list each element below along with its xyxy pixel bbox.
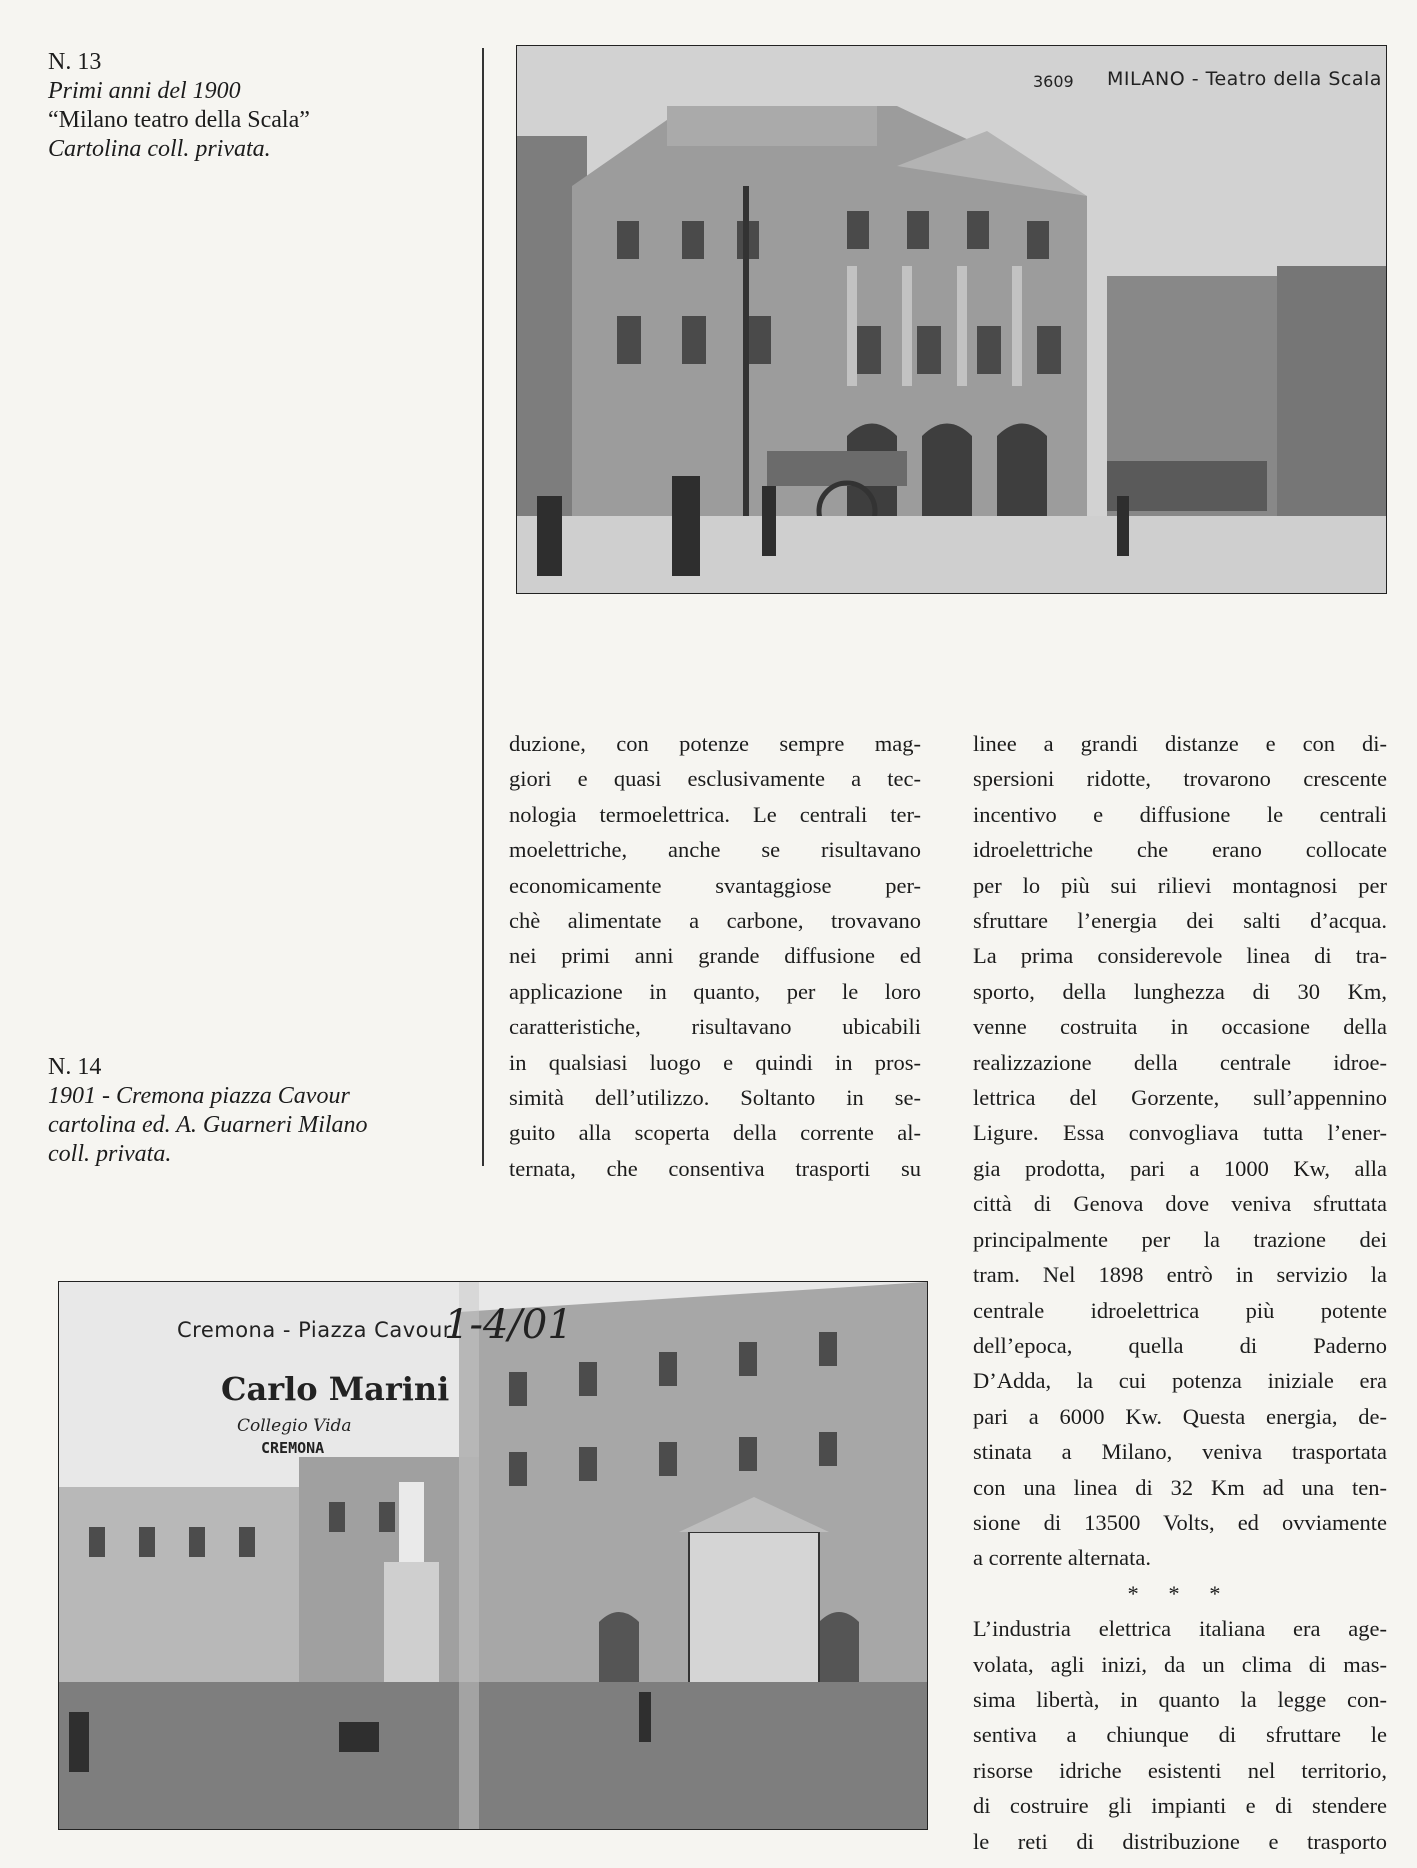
text-line: volata, agli inizi, da un clima di mas- [973,1651,1387,1677]
text-line: centrale idroelettrica più potente [973,1297,1387,1323]
text-line: linee a grandi distanze e con di- [973,731,1387,756]
text-line: di costruire gli impianti e di stendere [973,1793,1387,1819]
text-line: L’industria elettrica italiana era age- [973,1616,1387,1642]
text-line: principalmente per la trazione dei [973,1226,1387,1252]
text-line: nei primi anni grande diffusione ed [509,943,921,969]
text-line: gia prodotta, pari a 1000 Kw, alla [973,1155,1387,1181]
text-line: idroelettriche che erano collocate [973,837,1387,863]
vertical-divider [482,48,484,1166]
caption-n14 [48,1053,468,1169]
text-line: a corrente alternata. [973,1545,1152,1571]
caption-line: “Milano teatro della Scala” [48,107,310,133]
text-line: spersioni ridotte, trovarono crescente [973,766,1387,792]
text-line: con una linea di 32 Km ad una ten- [973,1474,1387,1500]
text-line: simità dell’utilizzo. Soltanto in se- [509,1085,921,1111]
text-line: applicazione in quanto, per le loro [509,978,921,1004]
stamp-line: Collegio Vida [237,1416,352,1436]
text-line: sione di 13500 Volts, ed ovviamente [973,1509,1387,1535]
text-line: tram. Nel 1898 entrò in servizio la [973,1262,1387,1288]
text-line: sentiva a chiunque di sfruttare le [973,1722,1387,1748]
text-line: dell’epoca, quella di Paderno [973,1332,1387,1358]
text-line: sporto, della lunghezza di 30 Km, [973,978,1387,1004]
photo-caption: Cremona - Piazza Cavour. [177,1318,458,1342]
body-column-middle [509,726,921,1186]
photo-caption: MILANO - Teatro della Scala [1107,68,1382,90]
caption-line: 1901 - Cremona piazza Cavour [48,1083,350,1109]
text-line: venne costruita in occasione della [973,1014,1387,1040]
caption-number: N. 13 [48,49,102,75]
text-line: incentivo e diffusione le centrali [973,801,1387,827]
photo-teatro-scala [516,45,1387,594]
stamp-name: Carlo Marini [221,1370,450,1408]
caption-n13 [48,48,448,164]
text-line: le reti di distribuzione e trasporto [973,1828,1387,1854]
text-line: realizzazione della centrale idroe- [973,1049,1387,1075]
stamp-line: CREMONA [261,1439,325,1457]
text-line: moelettriche, anche se risultavano [509,837,921,863]
text-line: caratteristiche, risultavano ubicabili [509,1014,921,1040]
handwritten-date: 1-4/01 [444,1302,573,1348]
text-line: sfruttare l’energia dei salti d’acqua. [973,908,1387,934]
text-line: sima libertà, in quanto la legge con- [973,1686,1387,1712]
text-line: città di Genova dove veniva sfruttata [973,1191,1387,1217]
text-line: in qualsiasi luogo e quindi in pros- [509,1049,921,1075]
caption-line: cartolina ed. A. Guarneri Milano [48,1112,368,1138]
text-line: economicamente svantaggiose per- [509,872,921,898]
body-column-right [973,726,1387,1859]
text-line: guito alla scoperta della corrente al- [509,1120,921,1146]
text-line: pari a 6000 Kw. Questa energia, de- [973,1403,1387,1429]
text-line: lettrica del Gorzente, sull’appennino [973,1085,1387,1111]
caption-number: N. 14 [48,1054,102,1080]
text-line: risorse idriche esistenti nel territorio, [973,1757,1387,1783]
text-line: stinata a Milano, veniva trasportata [973,1439,1387,1465]
photo-cremona-piazza [58,1281,928,1830]
text-line: La prima considerevole linea di tra- [973,943,1387,969]
text-line: giori e quasi esclusivamente a tec- [509,766,921,792]
section-separator: * * * [1127,1580,1233,1606]
photo-number: 3609 [1033,72,1074,91]
text-line: D’Adda, la cui potenza iniziale era [973,1368,1387,1394]
caption-line: coll. privata. [48,1141,172,1167]
text-line: nologia termoelettrica. Le centrali ter- [509,801,921,827]
text-line: ternata, che consentiva trasporti su [509,1155,921,1181]
caption-line: Primi anni del 1900 [48,78,241,104]
photo-cremona-drawing [59,1282,927,1829]
text-line: duzione, con potenze sempre mag- [509,731,921,756]
text-line: per lo più sui rilievi montagnosi per [973,872,1387,898]
text-line: Ligure. Essa convogliava tutta l’ener- [973,1120,1387,1146]
photo-scala-drawing [517,46,1386,593]
caption-line: Cartolina coll. privata. [48,136,271,162]
text-line: chè alimentate a carbone, trovavano [509,908,921,934]
